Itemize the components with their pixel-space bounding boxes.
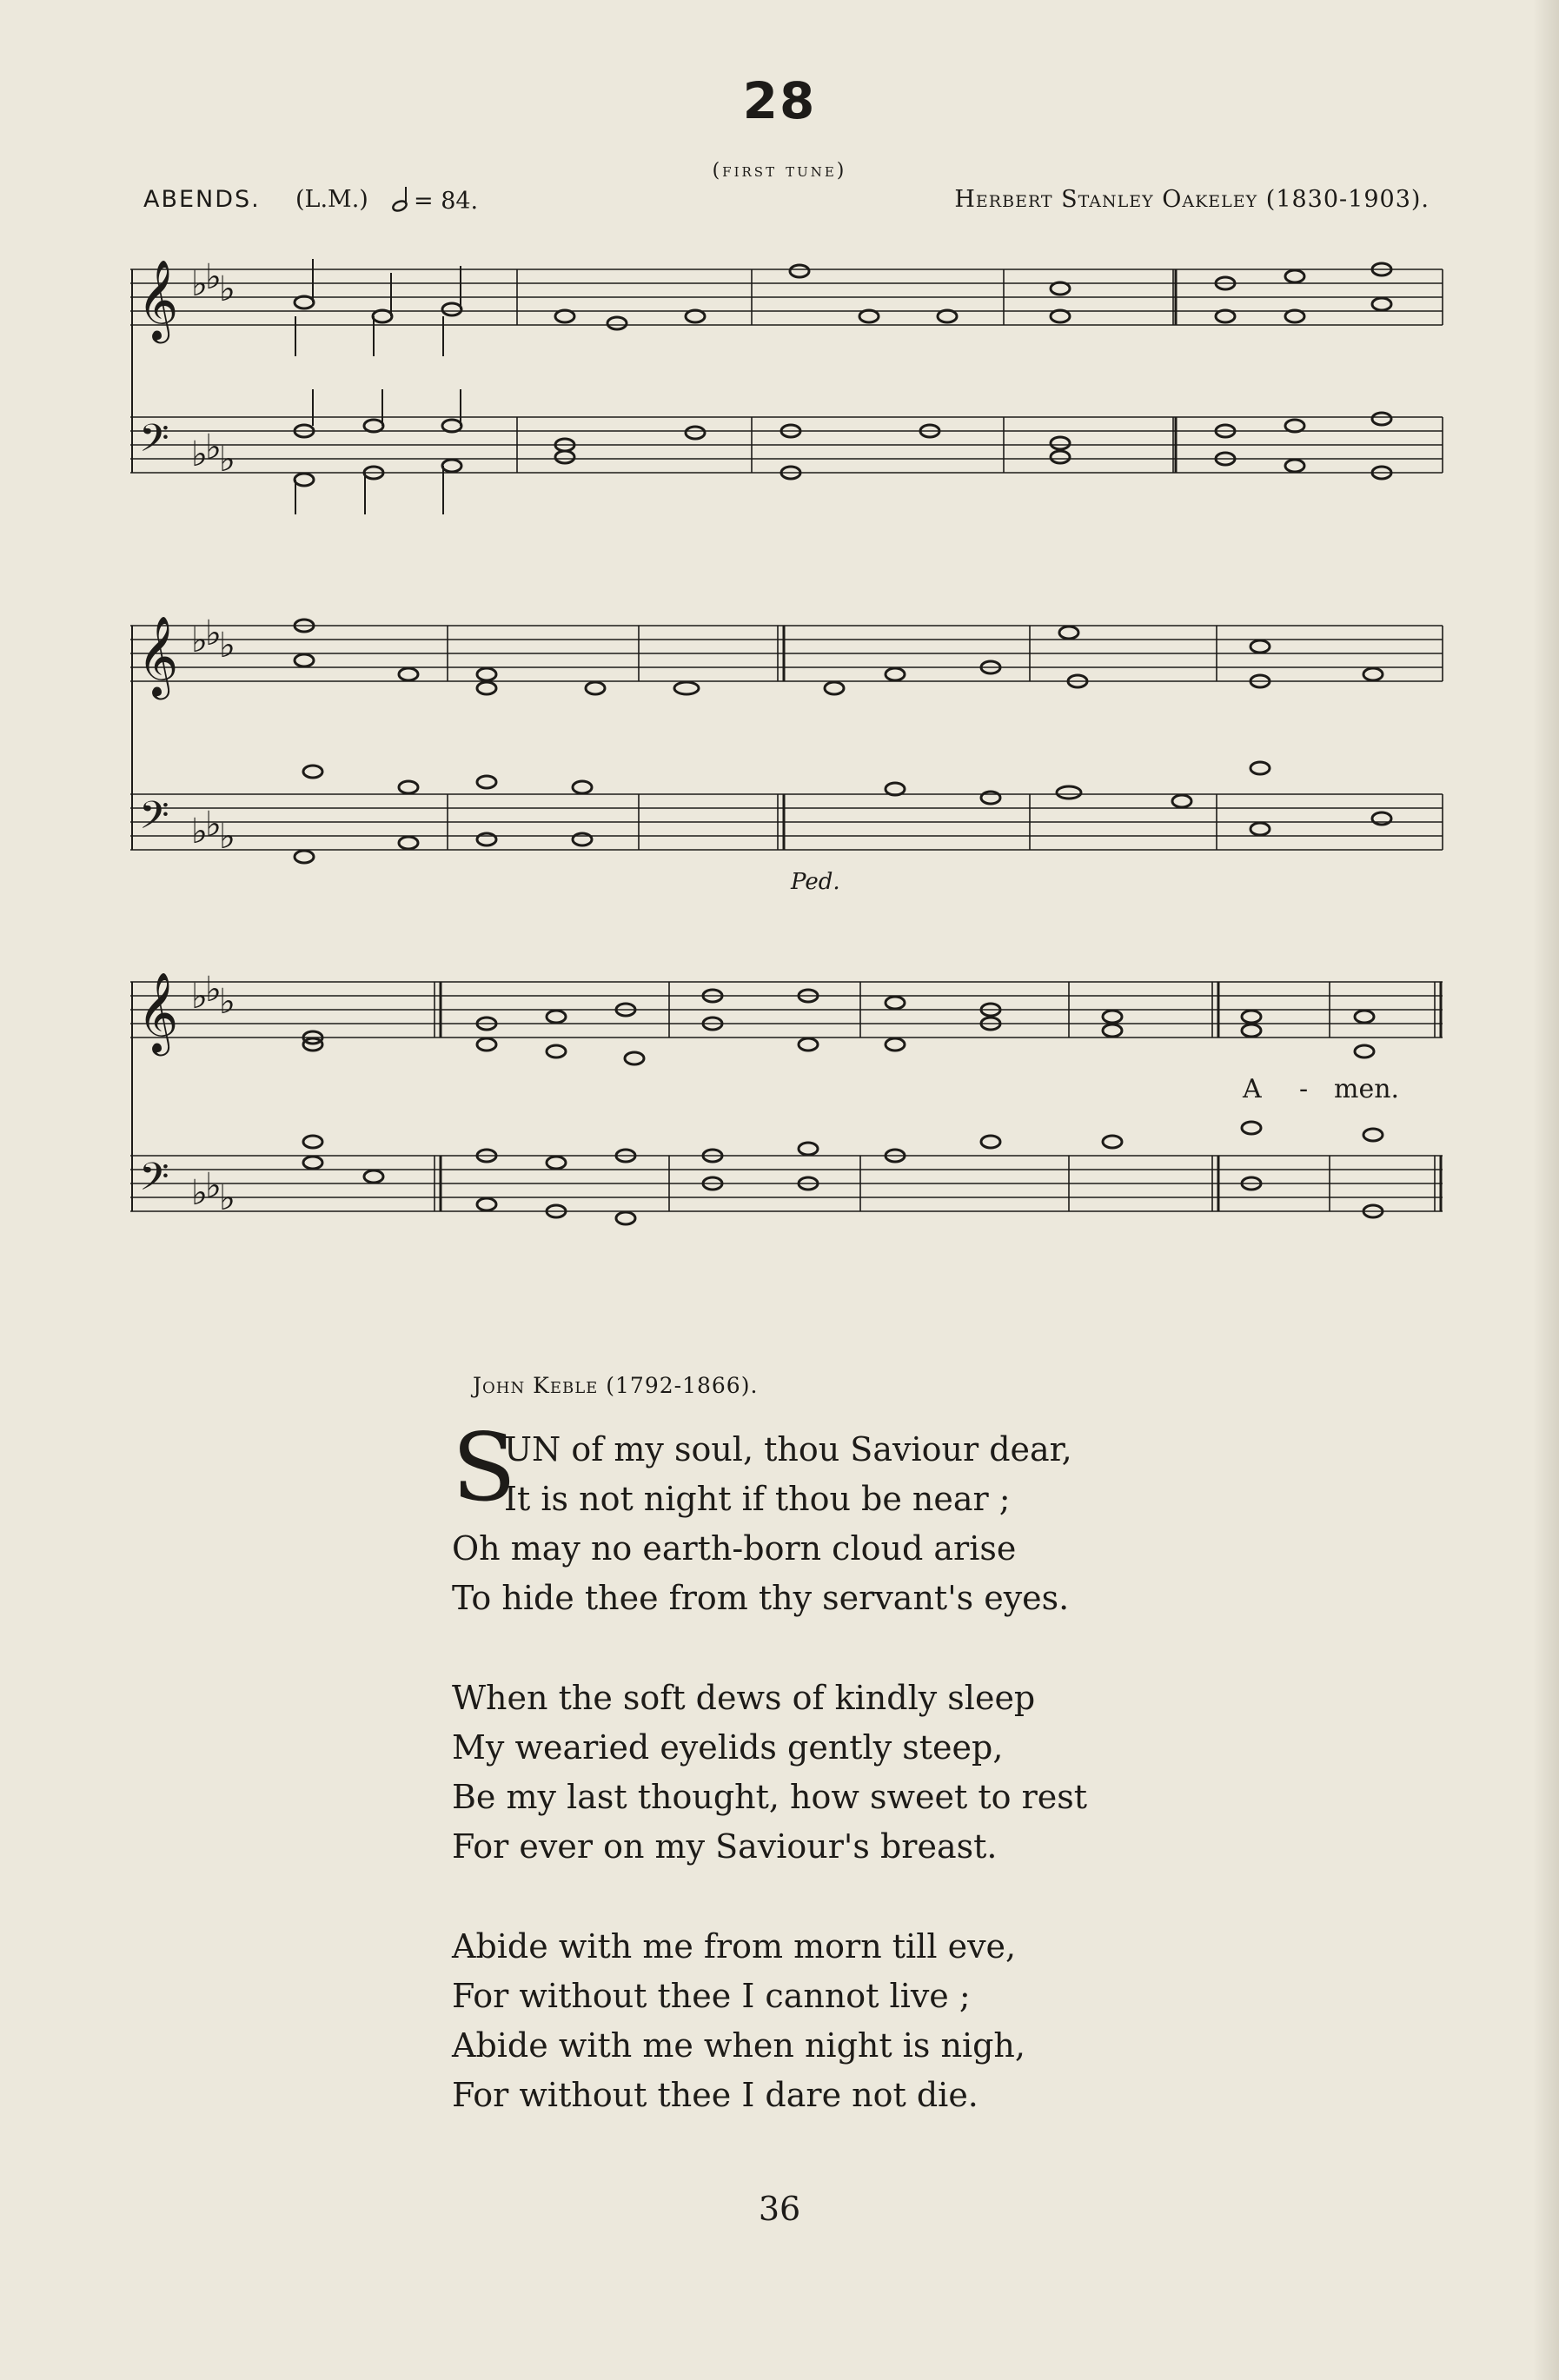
score-system-2-svg [130, 600, 1447, 886]
poem-line: For without thee I dare not die. [452, 2076, 979, 2114]
hymn-text [452, 1414, 1234, 2171]
svg-text:♭: ♭ [205, 428, 222, 467]
svg-text:♭: ♭ [219, 982, 236, 1022]
stanza-1 [452, 1414, 1234, 1623]
bass-clef-icon: 𝄢 [139, 415, 169, 470]
key-signature [191, 613, 236, 857]
poem-line: UN of my soul, thou Saviour dear, [504, 1430, 1072, 1468]
svg-text:♭: ♭ [191, 1173, 208, 1213]
tune-header [143, 186, 1430, 221]
bass-clef-icon: 𝄢 [139, 1154, 169, 1209]
poem-line: Oh may no earth-born cloud arise [452, 1529, 1017, 1568]
svg-text:♭: ♭ [219, 817, 236, 857]
svg-text:♭: ♭ [205, 970, 222, 1010]
page-edge-shadow [1533, 0, 1559, 2380]
half-note-icon [391, 186, 414, 212]
stanza-3 [452, 1922, 1234, 2120]
treble-clef-icon: 𝄞 [137, 971, 179, 1052]
amen-syllable-men: men. [1334, 1074, 1400, 1104]
key-signature [191, 970, 236, 1218]
svg-text:♭: ♭ [191, 264, 208, 304]
tune-name: ABENDS. [143, 186, 261, 213]
key-signature [191, 257, 236, 480]
page-number-top: 28 [742, 71, 817, 130]
music-system-1 [130, 235, 1447, 521]
tempo-value: = 84. [414, 188, 479, 215]
svg-text:♭: ♭ [219, 440, 236, 480]
score-system-1-svg [130, 235, 1447, 521]
poem-line: To hide thee from thy servant's eyes. [452, 1579, 1070, 1617]
svg-text:♭: ♭ [191, 812, 208, 852]
poem-line: It is not night if thou be near ; [504, 1480, 1011, 1518]
poem-line: Be my last thought, how sweet to rest [452, 1778, 1088, 1816]
poem-line: For without thee I cannot live ; [452, 1977, 971, 2015]
drop-cap: S [452, 1414, 516, 1522]
notes [303, 990, 1383, 1224]
svg-text:♭: ♭ [205, 613, 222, 653]
stanza-2 [452, 1674, 1234, 1872]
poem-line: Abide with me when night is nigh, [452, 2026, 1025, 2065]
svg-text:♭: ♭ [191, 434, 208, 474]
first-tune-label: (first tune) [712, 160, 847, 182]
meter: (L.M.) [295, 186, 368, 213]
poem-line: My wearied eyelids gently steep, [452, 1728, 1004, 1767]
svg-text:♭: ♭ [205, 805, 222, 845]
svg-text:♭: ♭ [219, 1178, 236, 1218]
treble-clef-icon: 𝄞 [137, 615, 179, 696]
bass-clef-icon: 𝄢 [139, 792, 169, 847]
svg-text:♭: ♭ [191, 620, 208, 660]
treble-clef-icon: 𝄞 [137, 259, 179, 340]
svg-text:♭: ♭ [219, 269, 236, 309]
svg-text:♭: ♭ [191, 977, 208, 1017]
dropcap-block [452, 1414, 1234, 1524]
svg-text:♭: ♭ [205, 257, 222, 297]
poem-line: For ever on my Saviour's breast. [452, 1827, 998, 1866]
svg-text:♭: ♭ [219, 626, 236, 666]
pedal-marking: Ped. [791, 869, 840, 895]
page-number-bottom: 36 [758, 2190, 801, 2228]
music-system-2 [130, 600, 1447, 886]
poem-line: Abide with me from morn till eve, [452, 1927, 1017, 1966]
notes [295, 620, 1391, 863]
svg-text:♭: ♭ [205, 1166, 222, 1206]
poem-line: When the soft dews of kindly sleep [452, 1679, 1036, 1717]
tempo-marking [391, 186, 478, 215]
amen-syllable-a: A [1243, 1074, 1262, 1104]
hymn-author: John Keble (1792-1866). [473, 1373, 759, 1398]
amen-syllable-dash: - [1299, 1074, 1309, 1104]
composer: Herbert Stanley Oakeley (1830-1903). [954, 186, 1430, 213]
